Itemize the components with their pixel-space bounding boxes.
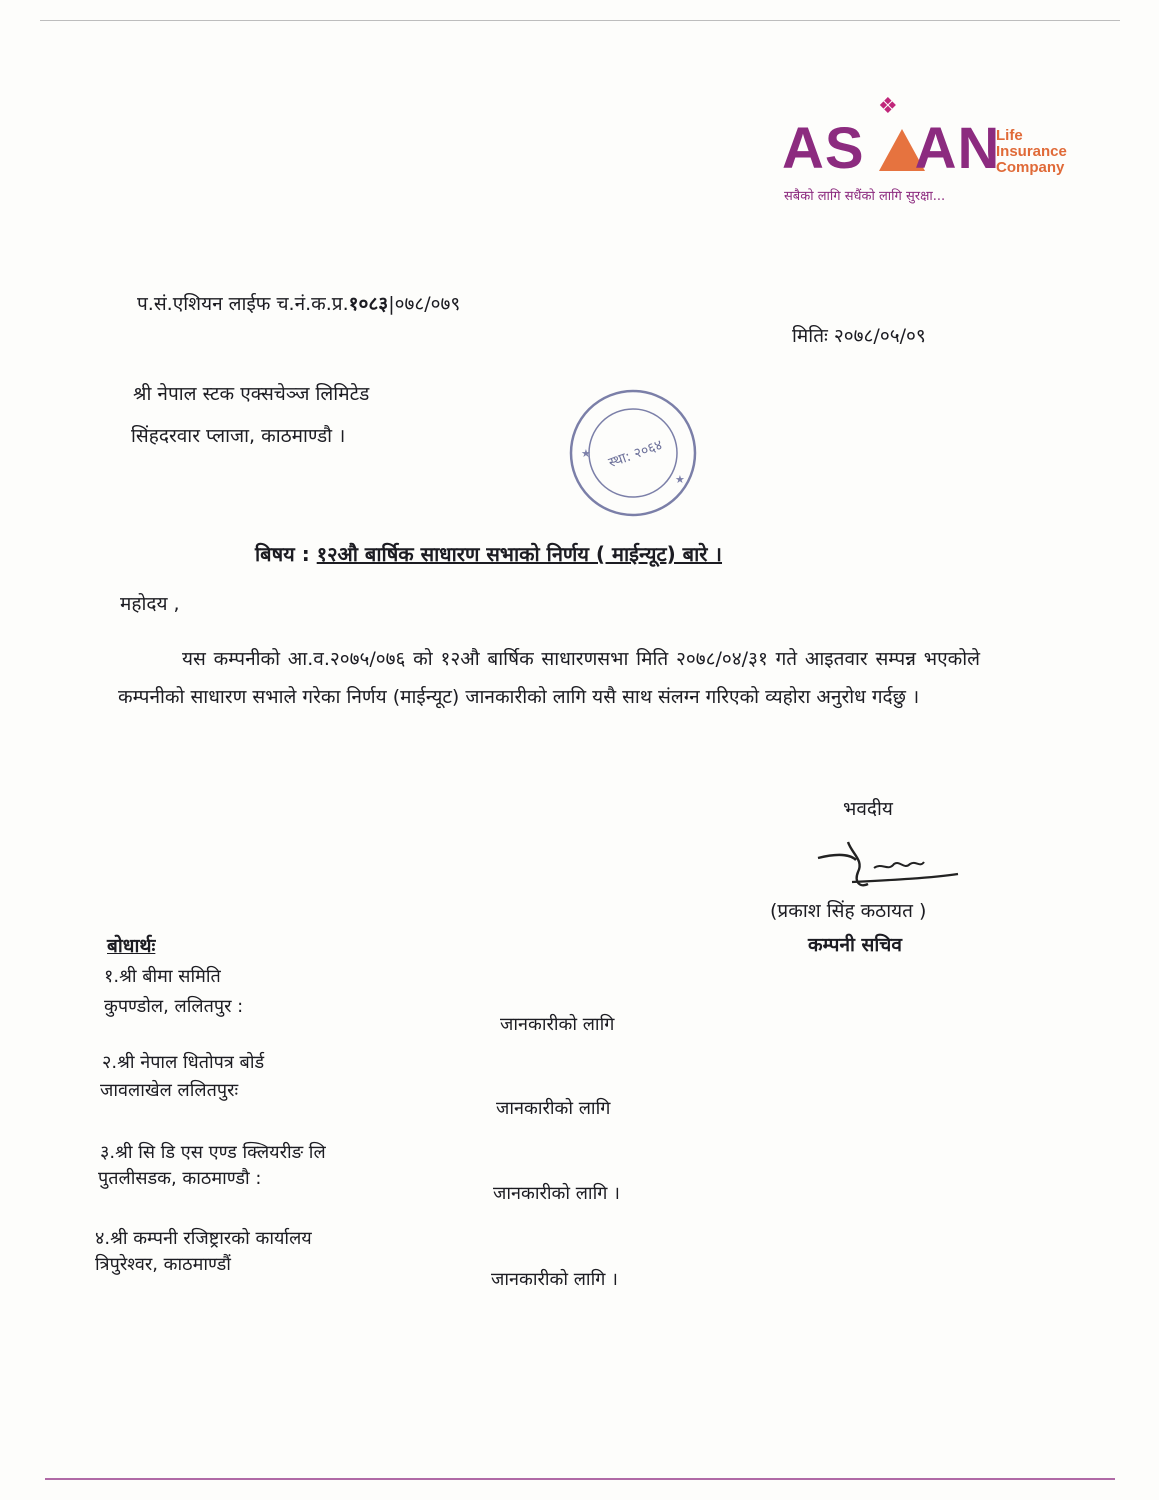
cc-item-2-line1: २.श्री नेपाल धितोपत्र बोर्ड [102, 1052, 265, 1073]
logo-subtitle [996, 128, 1067, 176]
letter-body [118, 640, 980, 716]
cc-item-1-purpose: जानकारीको लागि [500, 1014, 615, 1035]
logo-sub-insurance: Insurance [996, 143, 1067, 160]
logo-sub-life: Life [996, 127, 1023, 144]
signer-title: कम्पनी सचिव [808, 934, 902, 956]
subject-label: बिषय : [255, 542, 310, 566]
svg-text:★: ★ [675, 473, 685, 486]
reference-serial: १०८३ [348, 293, 389, 315]
cc-item-3-purpose: जानकारीको लागि । [493, 1183, 620, 1204]
logo-wordmark [782, 116, 1001, 181]
body-paragraph: यस कम्पनीको आ.व.२०७५/०७६ को १२औ बार्षिक साधारणसभा मिति २०७८/०४/३१ गते आइतवार सम्पन्न भएकोले कम्पनीको साधारण सभाले गरेका निर्णय (माईन्यूट) जानकारीको लागि यसै साथ संलग्न गरिएको व्यहोरा अनुरोध गर्दछु । [118, 648, 980, 708]
cc-item-1-line1: १.श्री बीमा समिति [104, 966, 221, 987]
endless-knot-icon: ❖ [878, 94, 898, 119]
recipient-address: सिंहदरवार प्लाजा, काठमाण्डौ । [131, 425, 346, 447]
logo-wordmark-left: AS [782, 116, 865, 181]
svg-text:स्था: २०६४: स्था: २०६४ [606, 437, 665, 472]
reference-prefix: प.सं.एशियन लाईफ च.नं.क.प्र. [137, 293, 349, 315]
salutation: महोदय , [120, 593, 180, 615]
cc-item-3-line2: पुतलीसडक, काठमाण्डौ : [98, 1168, 262, 1189]
logo-wordmark-right: AN [914, 116, 1001, 181]
subject-text: १२औ बार्षिक साधारण सभाको निर्णय ( माईन्यूट) बारे । [316, 542, 723, 566]
handwritten-signature [812, 838, 962, 892]
signer-name: (प्रकाश सिंह कठायत ) [770, 900, 927, 922]
cc-item-4-purpose: जानकारीको लागि । [491, 1269, 618, 1290]
cc-item-3-line1: ३.श्री सि डि एस एण्ड क्लियरीङ लि [100, 1142, 326, 1163]
footer-border-line [45, 1478, 1115, 1480]
recipient-name: श्री नेपाल स्टक एक्सचेञ्ज लिमिटेड [133, 383, 370, 405]
company-logo [782, 96, 1102, 206]
logo-tagline: सबैको लागि सधैंको लागि सुरक्षा... [784, 189, 946, 204]
cc-item-1-line2: कुपण्डोल, ललितपुर : [104, 996, 244, 1017]
reference-number [137, 290, 460, 316]
svg-text:★: ★ [581, 447, 591, 460]
cc-heading: बोधार्थः [107, 935, 156, 957]
cc-item-4-line2: त्रिपुरेश्वर, काठमाण्डौं [95, 1254, 231, 1275]
letter-subject [255, 540, 722, 567]
cc-item-4-line1: ४.श्री कम्पनी रजिष्ट्रारको कार्यालय [95, 1228, 312, 1249]
company-seal-stamp [567, 387, 699, 519]
cc-item-2-line2: जावलाखेल ललितपुरः [100, 1080, 239, 1101]
reference-year: |०७८/०७९ [388, 293, 461, 315]
top-border-line [40, 20, 1120, 21]
closing-word: भवदीय [843, 798, 893, 820]
logo-sub-company: Company [996, 159, 1065, 176]
letter-date: मितिः २०७८/०५/०९ [792, 325, 926, 347]
cc-item-2-purpose: जानकारीको लागि [496, 1098, 611, 1119]
